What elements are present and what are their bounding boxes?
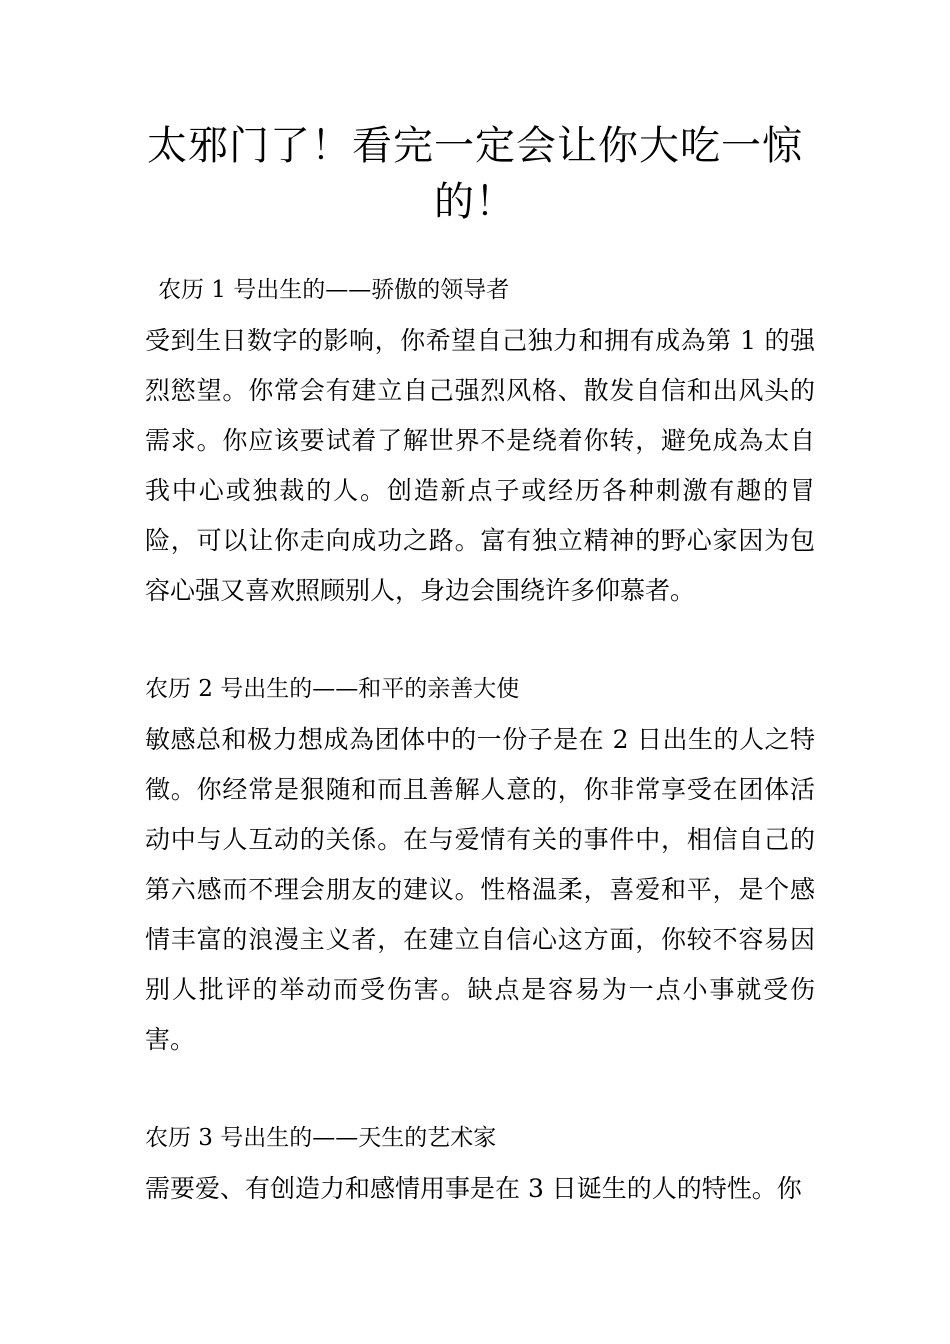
section-heading: 农历 1 号出生的——骄傲的领导者 (158, 277, 510, 303)
section-heading: 农历 2 号出生的——和平的亲善大使 (145, 676, 520, 702)
section-body: 受到生日数字的影响，你希望自己独力和拥有成為第 1 的强烈慾望。你常会有建立自己强烈风格、散发自信和出风头的需求。你应该要试着了解世界不是绕着你转，避免成為太自我中心或独裁的人。创造新点子或经历各种刺激有趣的冒险，可以让你走向成功之路。富有独立精神的野心家因为包容心强又喜欢照顾别人，身边会围绕许多仰慕者。 (145, 326, 815, 605)
section-day-3 (145, 1123, 815, 1214)
section-heading: 农历 3 号出生的——天生的艺术家 (145, 1125, 497, 1151)
section-day-1 (145, 275, 815, 616)
document-title: 太邪门了！看完一定会让你大吃一惊的！ (147, 123, 803, 225)
section-body: 需要爱、有创造力和感情用事是在 3 日诞生的人的特性。你 (145, 1174, 802, 1203)
section-body: 敏感总和极力想成為团体中的一份子是在 2 日出生的人之特徵。你经常是狠随和而且善解人意的，你非常享受在团体活动中与人互动的关係。在与爱情有关的事件中，相信自己的第六感而不理会朋友的建议。性格温柔，喜爱和平，是个感情丰富的浪漫主义者，在建立自信心这方面，你较不容易因别人批评的举动而受伤害。缺点是容易为一点小事就受伤害。 (145, 725, 815, 1054)
section-day-2 (145, 674, 815, 1065)
